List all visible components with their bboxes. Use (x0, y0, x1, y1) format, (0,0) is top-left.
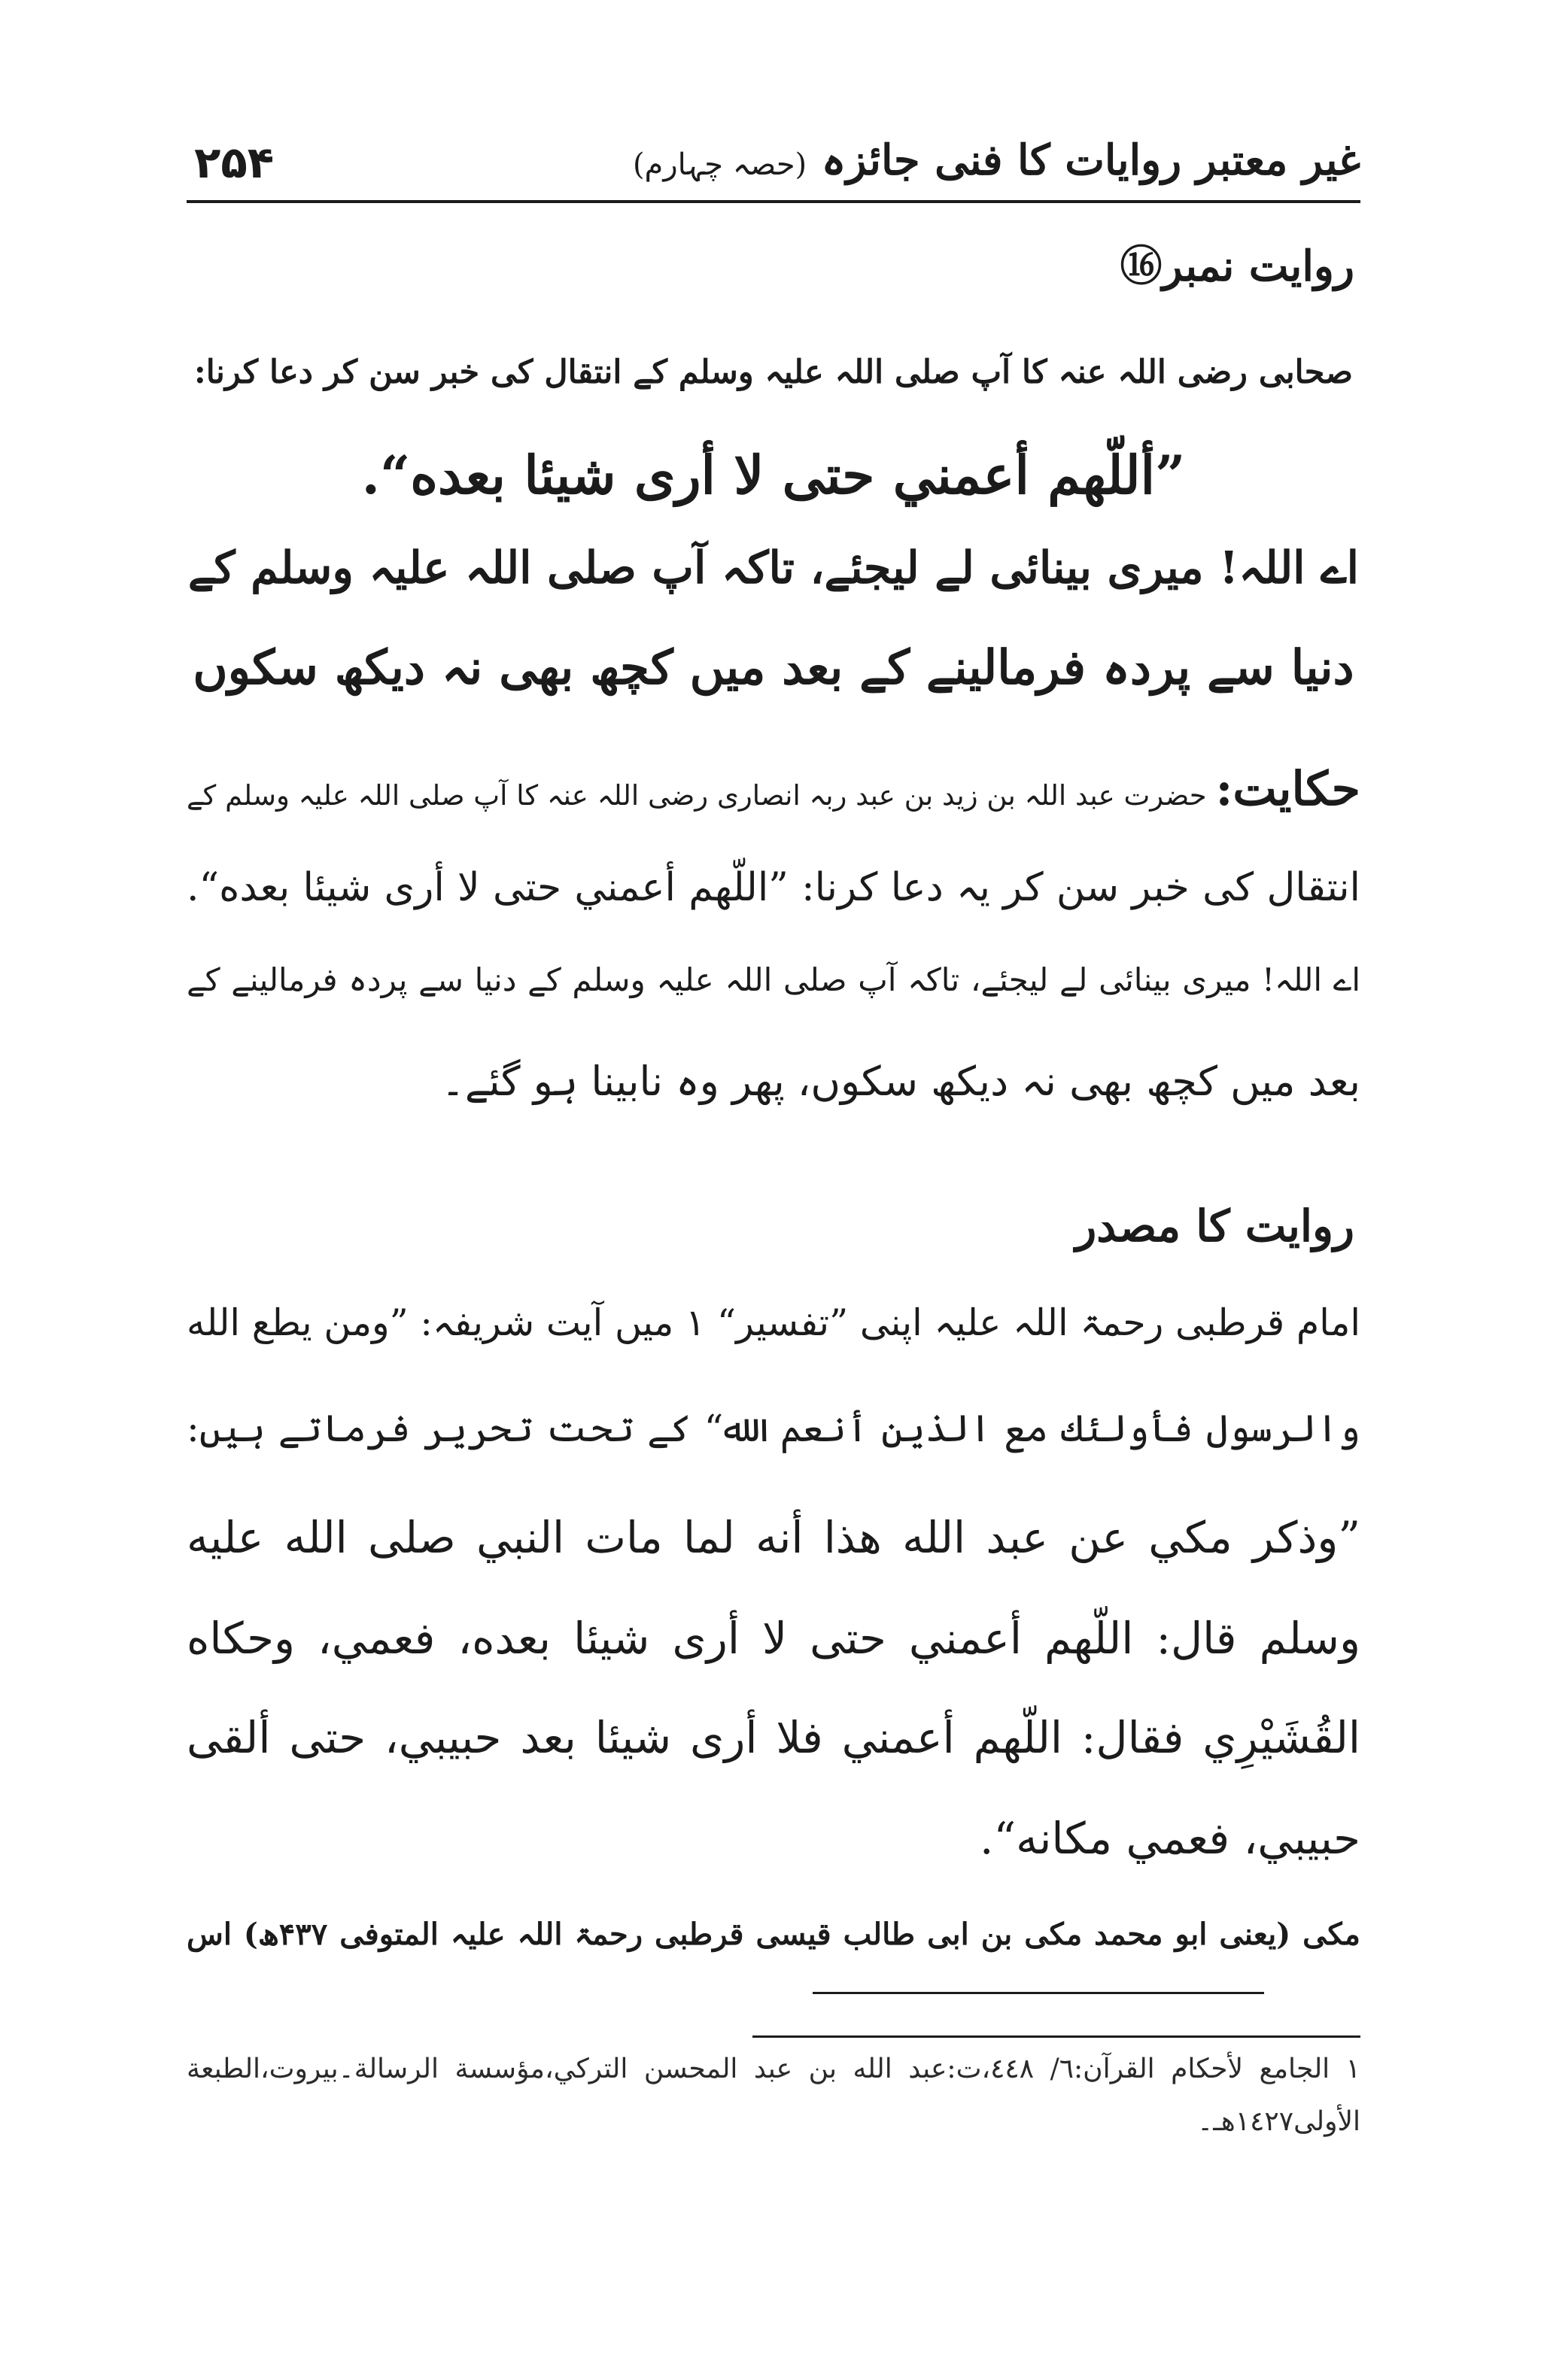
story-line-1 (187, 761, 1360, 816)
source-line-5: القُشَيْرِي فقال: اللّهم أعمني فلا أرى شيئا بعد حبيبي، حتى ألقى (187, 1712, 1360, 1763)
source-line-4: وسلم قال: اللّهم أعمني حتى لا أرى شيئا بعده، فعمي، وحكاه (187, 1613, 1360, 1664)
source-line-1: امام قرطبی رحمۃ اللہ علیہ اپنی ”تفسیر“ ۱ میں آیت شریفہ: ”ومن يطع الله (187, 1301, 1360, 1344)
heading-line-4: دنیا سے پردہ فرمالینے کے بعد میں کچھ بھی نہ دیکھ سکوں (193, 639, 1354, 695)
header-divider (187, 200, 1360, 203)
source-line-6: حبيبي، فعمي مكانه“. (980, 1813, 1360, 1864)
story-line-3: اے اللہ! میری بینائی لے لیجئے، تاکہ آپ صلی اللہ علیہ وسلم کے دنیا سے پردہ فرمالینے کے (187, 961, 1360, 998)
page-number: ۲۵۴ (194, 137, 275, 188)
footnote-line-1: ۱ الجامع لأحكام القرآن:٦/ ٤٤٨،ت:عبد الله بن عبد المحسن التركي،مؤسسة الرسالة۔بيروت،الطبعة (187, 2054, 1360, 2084)
source-line-2: والرسول فأولئك مع الذين أنعم الله“ کے تحت تحریر فرماتے ہیں: (187, 1407, 1360, 1450)
heading-line-2: ”أللّهم أعمني حتى لا أرى شيئا بعده“. (361, 444, 1186, 506)
section-title: روایت کا مصدر (1075, 1201, 1354, 1252)
book-title (624, 135, 1360, 185)
source-line-3: ”وذكر مكي عن عبد الله هذا أنه لما مات النبي صلى الله عليه (187, 1512, 1360, 1563)
story-line-4: بعد میں کچھ بھی نہ دیکھ سکوں، پھر وہ نابینا ہو گئے۔ (441, 1058, 1360, 1105)
story-line-1-text: حضرت عبد اللہ بن زید بن عبد ربہ انصاری رضی اللہ عنہ کا آپ صلی اللہ علیہ وسلم کے (187, 779, 1207, 812)
running-header (187, 126, 1360, 199)
name-underline (813, 1992, 1264, 1994)
heading-line-3: اے اللہ! میری بینائی لے لیجئے، تاکہ آپ صلی اللہ علیہ وسلم کے (187, 542, 1360, 593)
closing-line: مکی (یعنی ابو محمد مکی بن ابی طالب قیسی قرطبی رحمۃ اللہ علیہ المتوفی ۴۳۷ھ) اس (187, 1917, 1360, 1952)
narration-number: روایت نمبر⑯ (1120, 241, 1354, 291)
book-part: (حصہ چہارم) (632, 147, 807, 182)
footnote-line-2: الأولى١٤٢٧هـ۔ (1197, 2106, 1360, 2137)
story-line-2: انتقال کی خبر سن کر یہ دعا کرنا: ”اللّهم أعمني حتى لا أرى شيئا بعده“. (187, 865, 1360, 910)
heading-line-1: صحابی رضی اللہ عنہ کا آپ صلی اللہ علیہ وسلم کے انتقال کی خبر سن کر دعا کرنا: (193, 354, 1354, 391)
footnote-divider (752, 2035, 1360, 2038)
book-title-text: غیر معتبر روایات کا فنی جائزہ (821, 135, 1360, 185)
story-lead: حکایت: (1215, 761, 1360, 816)
